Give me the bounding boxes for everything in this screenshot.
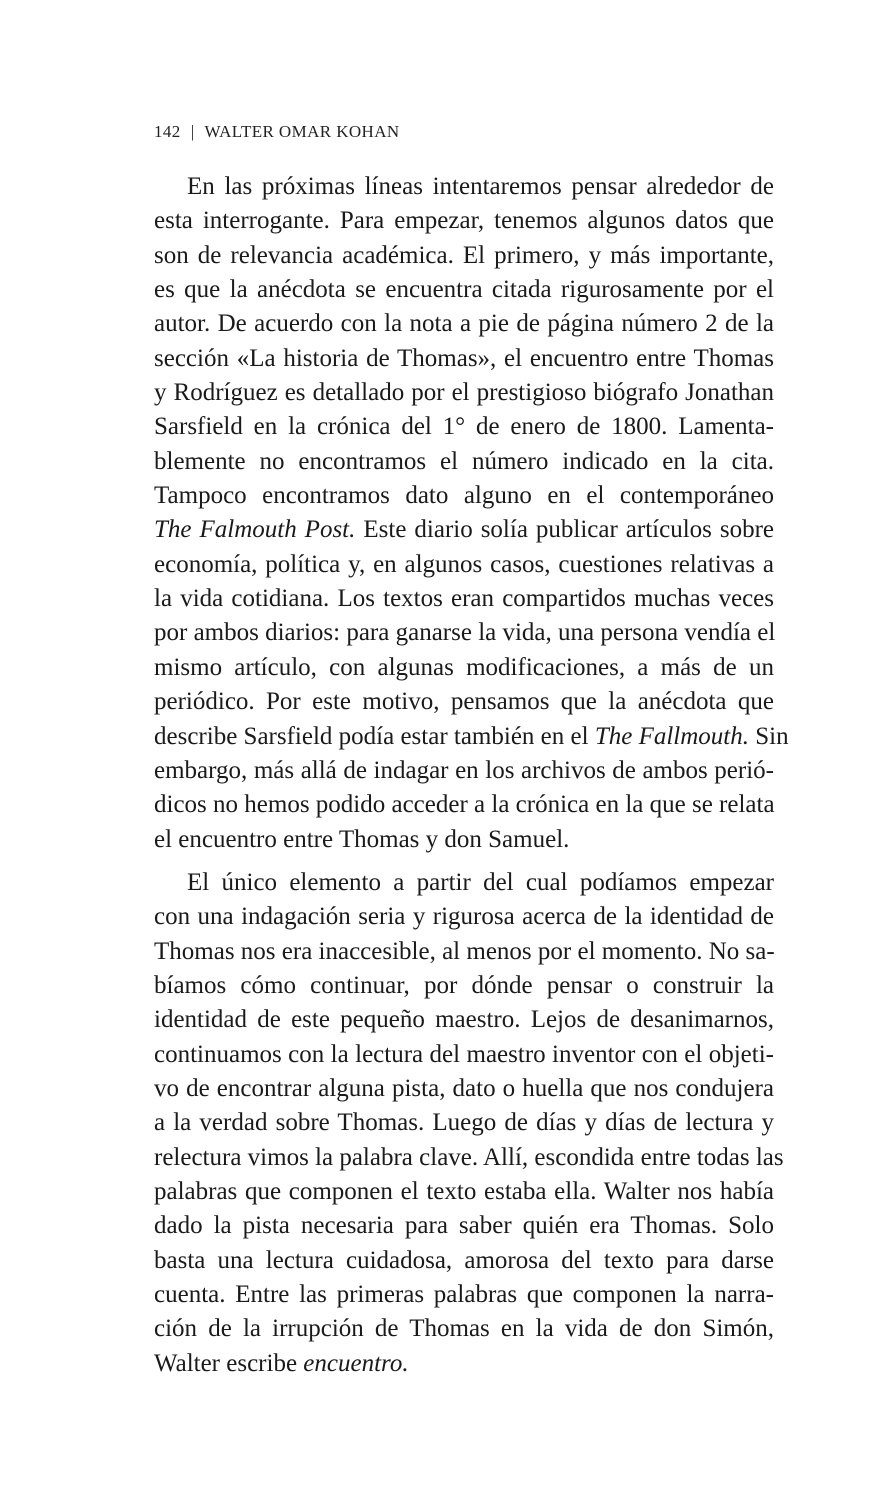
text-line: ción de la irrupción de Thomas en la vida de don Simón, xyxy=(154,1315,774,1343)
text-line: la vida cotidiana. Los textos eran compartidos muchas veces xyxy=(154,585,774,613)
text-line: son de relevancia académica. El primero, y más importante, xyxy=(154,241,774,269)
text-line: y Rodríguez es detallado por el prestigioso biógrafo Jonathan xyxy=(154,379,774,407)
text-line: palabras que componen el texto estaba ella. Walter nos había xyxy=(154,1177,774,1205)
page-number: 142 xyxy=(154,122,181,141)
text-line: a la verdad sobre Thomas. Luego de días y días de lectura y xyxy=(154,1109,774,1137)
text-line: El único elemento a partir del cual podíamos empezar xyxy=(187,868,774,896)
text-line xyxy=(154,513,774,547)
text-line: relectura vimos la palabra clave. Allí, escondida entre todas las xyxy=(154,1143,784,1171)
running-header xyxy=(154,122,400,142)
text-line: economía, política y, en algunos casos, cuestiones relativas a xyxy=(154,550,774,578)
text-line: sección «La historia de Thomas», el encuentro entre Thomas xyxy=(154,344,774,372)
line-text: Este diario solía publicar artículos sobre xyxy=(355,516,775,544)
text-line: es que la anécdota se encuentra citada rigurosamente por el xyxy=(154,276,774,304)
line-text: Sin xyxy=(748,722,789,750)
text-line: periódico. Por este motivo, pensamos que la anécdota que xyxy=(154,688,774,716)
text-line: vo de encontrar alguna pista, dato o huella que nos condujera xyxy=(154,1074,774,1102)
text-line: cuenta. Entre las primeras palabras que componen la narra- xyxy=(154,1281,774,1308)
text-line: autor. De acuerdo con la nota a pie de página número 2 de la xyxy=(154,310,774,338)
paragraph-gap xyxy=(154,857,774,866)
text-line: basta una lectura cuidadosa, amorosa del texto para darse xyxy=(154,1246,774,1274)
text-line: identidad de este pequeño maestro. Lejos de desanimarnos, xyxy=(154,1006,774,1034)
text-line: bíamos cómo continuar, por dónde pensar o construir la xyxy=(154,971,774,999)
text-line: dado la pista necesaria para saber quién era Thomas. Solo xyxy=(154,1212,774,1240)
author-name: WALTER OMAR KOHAN xyxy=(204,122,400,141)
line-text: Walter escribe xyxy=(154,1349,304,1377)
emphasized-word: encuentro. xyxy=(303,1349,409,1377)
text-line: Sarsfield en la crónica del 1° de enero de 1800. Lamenta- xyxy=(154,413,774,441)
text-line: continuamos con la lectura del maestro inventor con el objeti- xyxy=(154,1040,774,1068)
header-separator: | xyxy=(190,122,195,141)
text-line: dicos no hemos podido acceder a la crónica en la que se relata xyxy=(154,791,775,819)
body-text xyxy=(154,170,789,1381)
paragraph-1 xyxy=(154,170,789,857)
text-line: Thomas nos era inaccesible, al menos por el momento. No sa- xyxy=(154,937,775,965)
text-line: En las próximas líneas intentaremos pensar alrededor de xyxy=(187,173,774,200)
text-line: esta interrogante. Para empezar, tenemos algunos datos que xyxy=(154,207,774,235)
text-line: Tampoco encontramos dato alguno en el contemporáneo xyxy=(154,482,774,510)
text-line: por ambos diarios: para ganarse la vida, una persona vendía el xyxy=(154,619,776,647)
text-line xyxy=(154,1347,774,1381)
text-line xyxy=(154,720,789,754)
newspaper-title: The Fallmouth. xyxy=(594,722,749,750)
text-line: mismo artículo, con algunas modificaciones, a más de un xyxy=(154,653,774,681)
text-line: el encuentro entre Thomas y don Samuel. xyxy=(154,825,570,853)
paragraph-2 xyxy=(154,866,784,1381)
text-line: blemente no encontramos el número indicado en la cita. xyxy=(154,447,774,475)
text-line: embargo, más allá de indagar en los archivos de ambos perió- xyxy=(154,756,774,784)
text-line: con una indagación seria y rigurosa acerca de la identidad de xyxy=(154,903,774,931)
newspaper-title: The Falmouth Post. xyxy=(154,516,356,544)
line-text: describe Sarsfield podía estar también en el xyxy=(154,722,595,750)
